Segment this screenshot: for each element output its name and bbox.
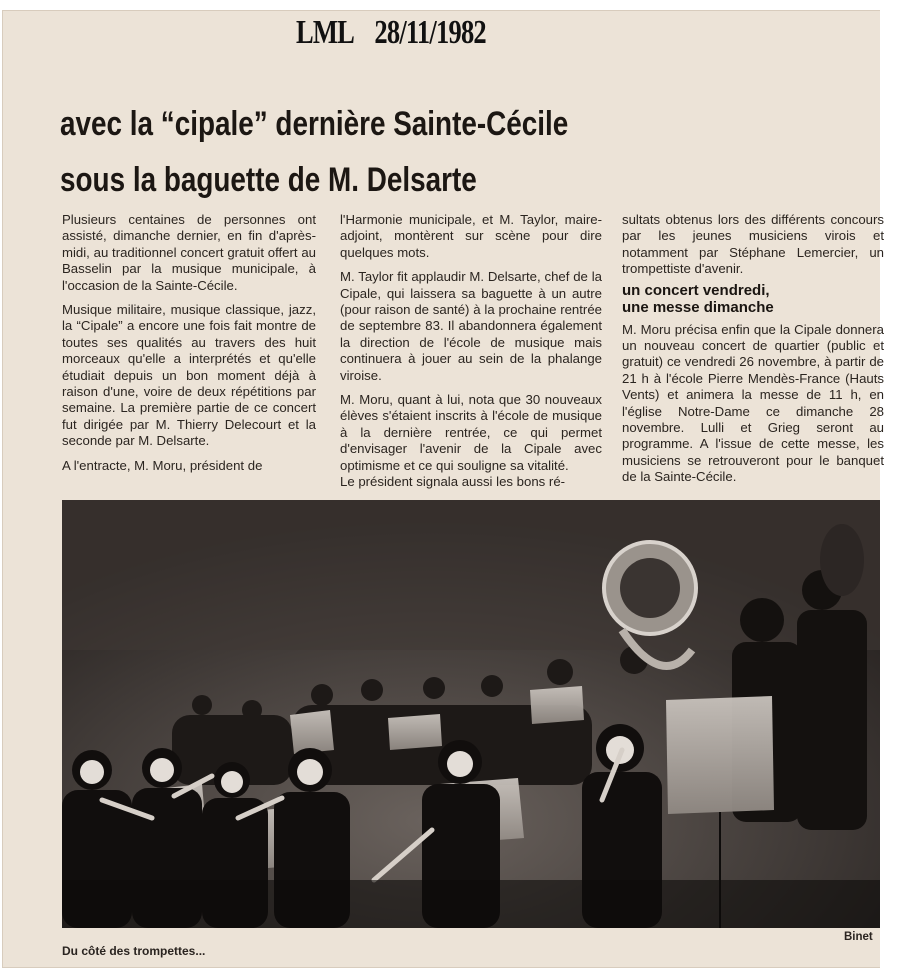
paragraph: sultats obtenus lors des différents concours par les jeunes musiciens virois et notamment par Stéphane Lemercier, un trompettiste d'avenir.: [622, 212, 884, 277]
paragraph: M. Taylor fit applaudir M. Delsarte, chef de la Cipale, qui laissera sa baguette à un autre (pour raison de santé) à la prochaine rentrée de septembre 83. Il abandonnera également la direction de l'école de musique mais continuera à jouer au sein de la phalange viroise.: [340, 269, 602, 383]
paragraph: Plusieurs centaines de personnes ont assisté, dimanche dernier, en fin d'après-midi, au traditionnel concert gratuit offert au Basselin par la musique municipale, à l'occasion de la Sainte-Cécile.: [62, 212, 316, 293]
article-column-3: [622, 212, 884, 494]
paragraph: l'Harmonie municipale, et M. Taylor, maire-adjoint, montèrent sur scène pour dire quelques mots.: [340, 212, 602, 260]
headline-line-2: sous la baguette de M. Delsarte: [60, 161, 477, 199]
band-photo-image: [62, 500, 880, 928]
photo-caption: Du côté des trompettes...: [62, 944, 206, 958]
paragraph: M. Moru précisa enfin que la Cipale donnera un nouveau concert de quartier (public et gratuit) ce vendredi 26 novembre, à partir de 21 h à l'école Pierre Mendès-France (Hauts Vents) et animera la messe de 11 h, en l'église Notre-Dame ce dimanche 28 novembre. Lulli et Grieg seront au programme. A l'issue de cette messe, les musiciens se retrouveront pour le banquet de la Sainte-Cécile.: [622, 321, 884, 485]
paragraph: M. Moru, quant à lui, nota que 30 nouveaux élèves s'étaient inscrits à l'école de musique à la dernière rentrée, ce qui permet d'envisager l'avenir de la Cipale avec optimisme et ce qui souligne sa vitalité.: [340, 392, 602, 473]
subhead-line-2: une messe dimanche: [622, 298, 774, 316]
archive-stamp: [296, 14, 486, 52]
stamp-source: LML: [296, 14, 355, 51]
photo-credit: Binet: [844, 931, 873, 943]
headline-line-1: avec la “cipale” dernière Sainte-Cécile: [60, 105, 569, 143]
stamp-date: 28/11/1982: [374, 14, 486, 51]
article-column-1: [62, 212, 316, 482]
article-column-2: [340, 212, 602, 499]
subhead-line-1: un concert vendredi,: [622, 281, 770, 299]
paragraph: A l'entracte, M. Moru, président de: [62, 457, 263, 473]
paragraph: Musique militaire, musique classique, jazz, la “Cipale” a encore une fois fait montre de toutes ses qualités au travers des huit morceaux qu'elle a interprétés et qu'elle étudiait depuis un bon moment déjà à raison d'une, voire de deux répétitions par semaine. La première partie de ce concert fut dirigée par M. Thierry Delecourt et la seconde par M. Delsarte.: [62, 302, 316, 449]
article-subhead: [622, 282, 884, 316]
band-photo: [62, 500, 880, 928]
article-headline: [60, 96, 569, 208]
paragraph: Le président signala aussi les bons ré-: [340, 474, 566, 490]
